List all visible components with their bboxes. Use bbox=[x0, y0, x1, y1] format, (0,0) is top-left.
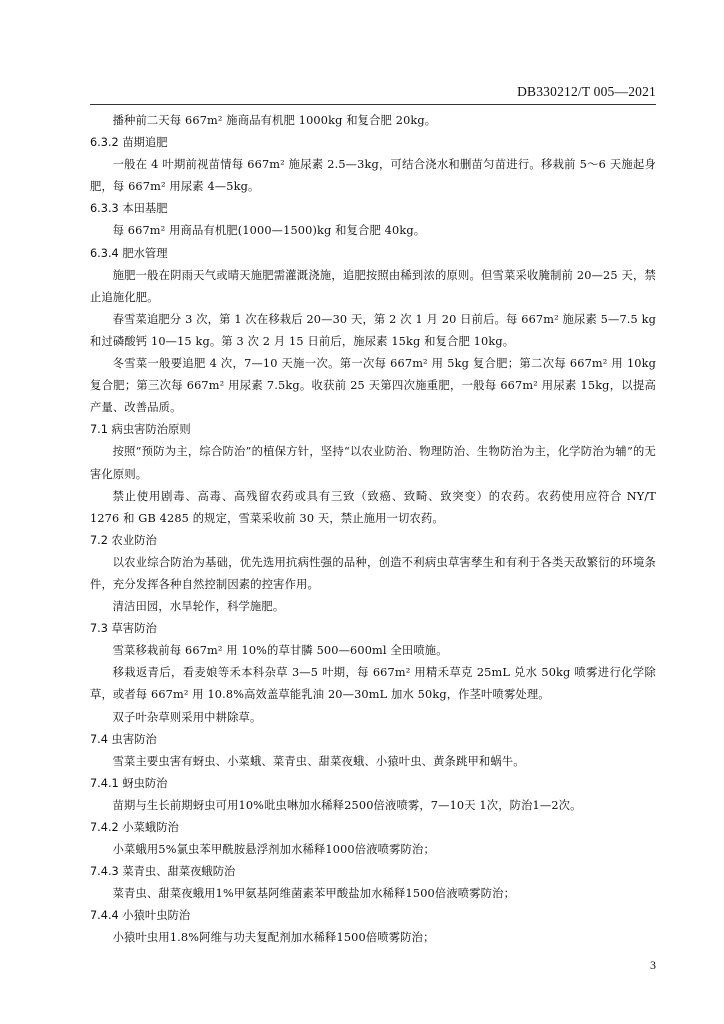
paragraph-chemical-weeding: 移栽返青后，看麦娘等禾本科杂草 3—5 叶期，每 667m² 用精禾草克 25mL 兑水 50kg 喷雾进行化学除草，或者每 667m² 用 10.8%高效盖草能乳油 20—30mL 加水 50kg，作茎叶喷雾处理。 bbox=[90, 666, 656, 702]
section-heading-7-4-4: 7.4.4 小猿叶虫防治 bbox=[90, 909, 191, 923]
paragraph-fertilizer-principle: 施肥一般在阴雨天气或晴天施肥需灌溉浇施，追肥按照由稀到浓的原则。但雪菜采收腌制前 20—25 天，禁止追施化肥。 bbox=[90, 268, 656, 304]
paragraph-winter-topdressing: 冬雪菜一般要追肥 4 次，7—10 天施一次。第一次每 667m² 用 5kg 复合肥；第二次每 667m² 用 10kg 复合肥；第三次每 667m² 用尿素 7.5kg。收获前 25 天第四次施重肥，一般每 667m² 用尿素 15kg，以提高产量、改善品质。 bbox=[90, 357, 656, 415]
paragraph-cabbage-worm-control: 菜青虫、甜菜夜蛾用1%甲氨基阿维菌素苯甲酸盐加水稀释1500倍液喷雾防治； bbox=[112, 887, 516, 901]
page-number: 3 bbox=[650, 958, 656, 972]
paragraph-aphid-control: 苗期与生长前期蚜虫可用10%吡虫啉加水稀释2500倍液喷雾，7—10天 1次，防治1—2次。 bbox=[112, 798, 582, 812]
section-heading-6-3-2: 6.3.2 苗期追肥 bbox=[90, 136, 168, 150]
document-body bbox=[90, 110, 656, 950]
section-heading-7-4-3: 7.4.3 菜青虫、甜菜夜蛾防治 bbox=[90, 865, 236, 879]
section-heading-7-4-1: 7.4.1 蚜虫防治 bbox=[90, 776, 168, 790]
paragraph-leaf-beetle-control: 小猿叶虫用1.8%阿维与功夫复配剂加水稀释1500倍喷雾防治； bbox=[112, 931, 435, 945]
header-rule bbox=[90, 104, 656, 105]
section-heading-7-3: 7.3 草害防治 bbox=[90, 622, 157, 636]
section-heading-7-4-2: 7.4.2 小菜蛾防治 bbox=[90, 821, 179, 834]
paragraph-dicot-weeding: 双子叶杂草则采用中耕除草。 bbox=[112, 710, 262, 724]
paragraph-agricultural-control: 以农业综合防治为基础，优先选用抗病性强的品种，创造不利病虫草害孳生和有利于各类天敌繁衍的环境条件，充分发挥各种自然控制因素的控害作用。 bbox=[90, 555, 656, 591]
paragraph-main-pests: 雪菜主要虫害有蚜虫、小菜蛾、菜青虫、甜菜夜蛾、小猿叶虫、黄条跳甲和蜗牛。 bbox=[112, 754, 525, 768]
paragraph-seedling-topdressing: 一般在 4 叶期前视苗情每 667m² 施尿素 2.5—3kg，可结合浇水和删苗匀苗进行。移栽前 5～6 天施起身肥，每 667m² 用尿素 4—5kg。 bbox=[90, 158, 656, 194]
paragraph-spring-topdressing: 春雪菜追肥分 3 次，第 1 次在移栽后 20—30 天，第 2 次 1 月 20 日前后。每 667m² 施尿素 5—7.5 kg 和过磷酸钙 10—15 kg。第 3 次 2 月 15 日前后，施尿素 15kg 和复合肥 10kg。 bbox=[90, 312, 656, 348]
paragraph-preplant-herbicide: 雪菜移栽前每 667m² 用 10%的草甘膦 500—600ml 全田喷施。 bbox=[112, 644, 448, 658]
paragraph-seeding-fertilizer: 播种前二天每 667m² 施商品有机肥 1000kg 和复合肥 20kg。 bbox=[112, 114, 437, 127]
paragraph-diamondback-moth-control: 小菜蛾用5%氯虫苯甲酰胺悬浮剂加水稀释1000倍液喷雾防治； bbox=[112, 843, 435, 857]
paragraph-protection-policy: 按照“预防为主，综合防治”的植保方针，坚持“以农业防治、物理防治、生物防治为主，化学防治为辅”的无害化原则。 bbox=[90, 445, 656, 481]
document-code: DB330212/T 005—2021 bbox=[517, 84, 656, 99]
section-heading-7-1: 7.1 病虫害防治原则 bbox=[90, 423, 191, 437]
section-heading-6-3-3: 6.3.3 本田基肥 bbox=[90, 202, 168, 216]
paragraph-pesticide-ban: 禁止使用剧毒、高毒、高残留农药或具有三致（致癌、致畸、致突变）的农药。农药使用应符合 NY/T 1276 和 GB 4285 的规定，雪菜采收前 30 天，禁止施用一切农药。 bbox=[90, 489, 656, 525]
section-heading-7-2: 7.2 农业防治 bbox=[90, 533, 157, 547]
section-heading-6-3-4: 6.3.4 肥水管理 bbox=[90, 246, 168, 260]
paragraph-field-cleaning: 清洁田园，水旱轮作，科学施肥。 bbox=[112, 600, 285, 614]
paragraph-field-base-fertilizer: 每 667m² 用商品有机肥(1000—1500)kg 和复合肥 40kg。 bbox=[112, 224, 426, 238]
section-heading-7-4: 7.4 虫害防治 bbox=[90, 732, 157, 746]
